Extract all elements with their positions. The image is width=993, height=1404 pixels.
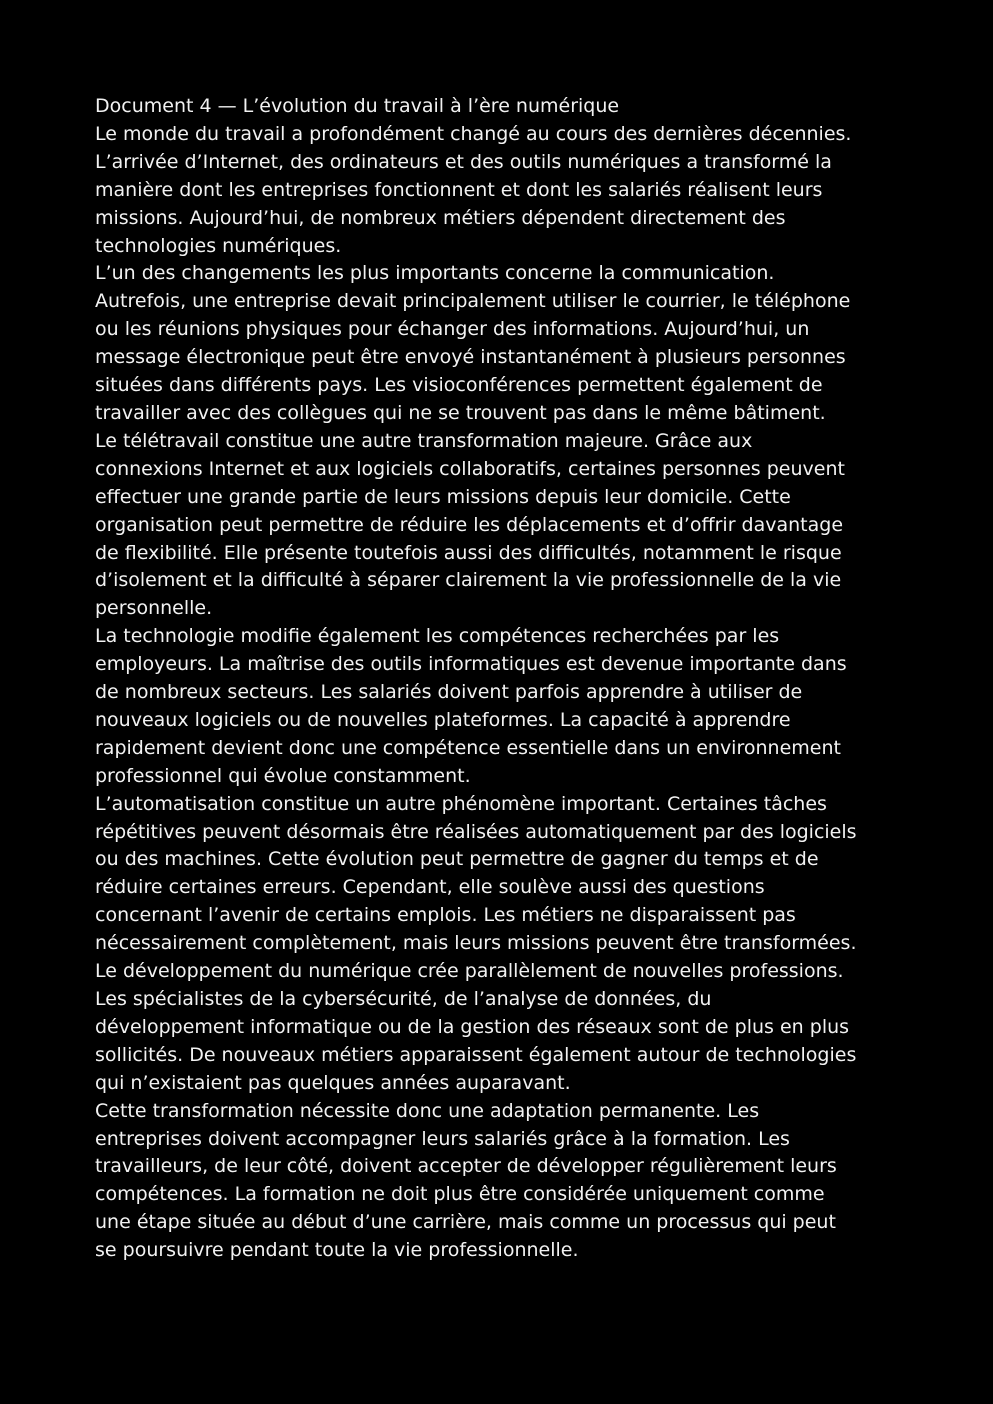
document-page [95,93,915,1265]
document-title: Document 4 — L’évolution du travail à l’ère numérique [95,95,620,117]
paragraph-communication: L’un des changements les plus importants concerne la communication. Autrefois, une entreprise devait principalement utiliser le courrier, le téléphone ou les réunions physiques pour échanger des informations. Aujourd’hui, un message électronique peut être envoyé instantanément à plusieurs personnes situées dans différents pays. Les visioconférences permettent également de travailler avec des collègues qui ne se trouvent pas dans le même bâtiment. [95,262,851,424]
paragraph-intro: Le monde du travail a profondément changé au cours des dernières décennies. L’arrivée d’Internet, des ordinateurs et des outils numériques a transformé la manière dont les entreprises fonctionnent et dont les salariés réalisent leurs missions. Aujourd’hui, de nombreux métiers dépendent directement des technologies numériques. [95,122,852,257]
paragraph-competences: La technologie modifie également les compétences recherchées par les employeurs. La maîtrise des outils informatiques est devenue importante dans de nombreux secteurs. Les salariés doivent parfois apprendre à utiliser de nouveaux logiciels ou de nouvelles plateformes. La capacité à apprendre rapidement devient donc une compétence essentielle dans un environnement professionnel qui évolue constamment. [95,625,847,787]
paragraph-adaptation: Cette transformation nécessite donc une adaptation permanente. Les entreprises doivent accompagner leurs salariés grâce à la formation. Les travailleurs, de leur côté, doivent accepter de développer régulièrement leurs compétences. La formation ne doit plus être considérée uniquement comme une étape située au début d’une carrière, mais comme un processus qui peut se poursuivre pendant toute la vie professionnelle. [95,1099,837,1262]
paragraph-automatisation: L’automatisation constitue un autre phénomène important. Certaines tâches répétitives peuvent désormais être réalisées automatiquement par des logiciels ou des machines. Cette évolution peut permettre de gagner du temps et de réduire certaines erreurs. Cependant, elle soulève aussi des questions concernant l’avenir de certains emplois. Les métiers ne disparaissent pas nécessairement complètement, mais leurs missions peuvent être transformées. [95,792,857,955]
paragraph-nouvelles-professions: Le développement du numérique crée parallèlement de nouvelles professions. Les spécialistes de la cybersécurité, de l’analyse de données, du développement informatique ou de la gestion des réseaux sont de plus en plus sollicités. De nouveaux métiers apparaissent également autour de technologies qui n’existaient pas quelques années auparavant. [95,960,857,1094]
paragraph-teletravail: Le télétravail constitue une autre transformation majeure. Grâce aux connexions Internet et aux logiciels collaboratifs, certaines personnes peuvent effectuer une grande partie de leurs missions depuis leur domicile. Cette organisation peut permettre de réduire les déplacements et d’offrir davantage de flexibilité. Elle présente toutefois aussi des difficultés, notamment le risque d’isolement et la difficulté à séparer clairement la vie professionnelle de la vie personnelle. [95,429,845,620]
